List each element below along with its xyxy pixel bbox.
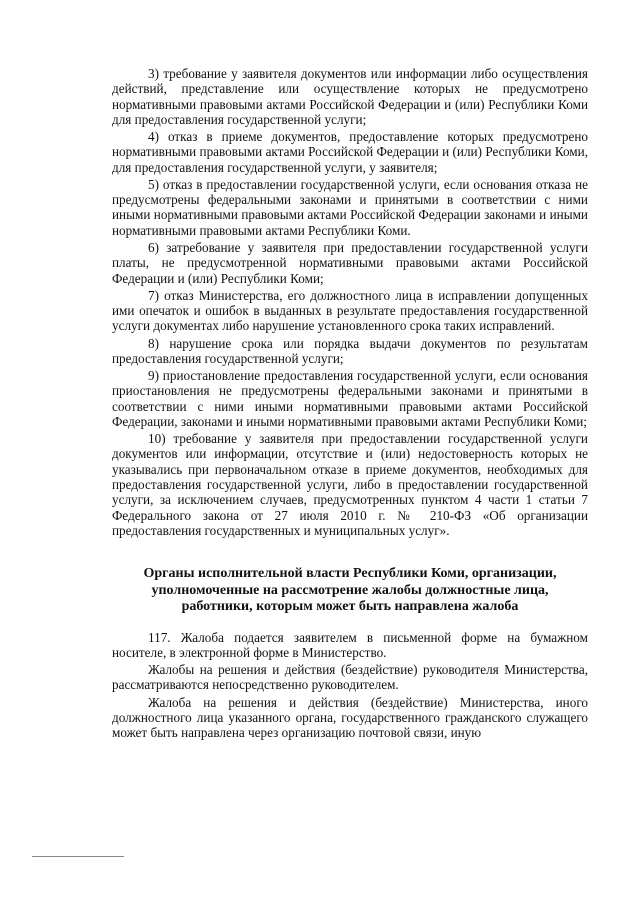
paragraph-complaints-ministry: Жалоба на решения и действия (бездействие) Министерства, иного должностного лица указанного органа, государственного гражданского служащего может быть направлена через организацию почтовой связи, иную — [112, 694, 588, 741]
paragraph-item-9: 9) приостановление предоставления государственной услуги, если основания приостановления не предусмотрены федеральными законами и принятыми в соответствии с ними иными нормативными правовыми актами Российской Федерации, законами и иными нормативными правовыми актами Республики Коми; — [112, 367, 588, 429]
paragraph-item-8: 8) нарушение срока или порядка выдачи документов по результатам предоставления государственной услуги; — [112, 335, 588, 366]
paragraph-item-6: 6) затребование у заявителя при предоставлении государственной услуги платы, не предусмотренной нормативными правовыми актами Российской Федерации и (или) Республики Коми; — [112, 239, 588, 286]
paragraph-item-3: 3) требование у заявителя документов или информации либо осуществления действий, представление или осуществление которых не предусмотрено нормативными правовыми актами Российской Федерации и (или) Республики Коми для предоставления государственной услуги; — [112, 66, 588, 127]
footer-divider — [32, 856, 124, 857]
paragraph-item-10: 10) требование у заявителя при предоставлении государственной услуги документов или информации, отсутствие и (или) недостоверность которых не указывались при первоначальном отказе в приеме документов, необходимых для предоставления государственной услуги, либо в предоставлении государственной услуги, за исключением случаев, предусмотренных пунктом 4 части 1 статьи 7 Федерального закона от 27 июля 2010 г. № 210-ФЗ «Об организации предоставления государственных и муниципальных услуг». — [112, 431, 588, 538]
paragraph-complaints-head: Жалобы на решения и действия (бездействие) руководителя Министерства, рассматриваются непосредственно руководителем. — [112, 662, 588, 693]
section-heading-line: уполномоченные на рассмотрение жалобы должностные лица, — [151, 582, 549, 598]
section-heading-line: Органы исполнительной власти Республики Коми, организации, — [143, 566, 557, 582]
section-heading — [112, 566, 588, 616]
paragraph-117: 117. Жалоба подается заявителем в письменной форме на бумажном носителе, в электронной форме в Министерство. — [112, 629, 588, 660]
page-content — [112, 66, 588, 742]
paragraph-item-5: 5) отказ в предоставлении государственной услуги, если основания отказа не предусмотрены федеральными законами и принятыми в соответствии с ними иными нормативными правовыми актами Российской Федерации законами и иными нормативными правовыми актами Республики Коми. — [112, 176, 588, 238]
paragraph-item-7: 7) отказ Министерства, его должностного лица в исправлении допущенных ими опечаток и ошибок в выданных в результате предоставления государственной услуги документах либо нарушение установленного срока таких исправлений. — [112, 287, 588, 334]
section-heading-line: работники, которым может быть направлена жалоба — [181, 599, 519, 615]
paragraph-item-4: 4) отказ в приеме документов, предоставление которых предусмотрено нормативными правовыми актами Российской Федерации и (или) Республики Коми, для предоставления государственной услуги, у заявителя; — [112, 129, 588, 175]
